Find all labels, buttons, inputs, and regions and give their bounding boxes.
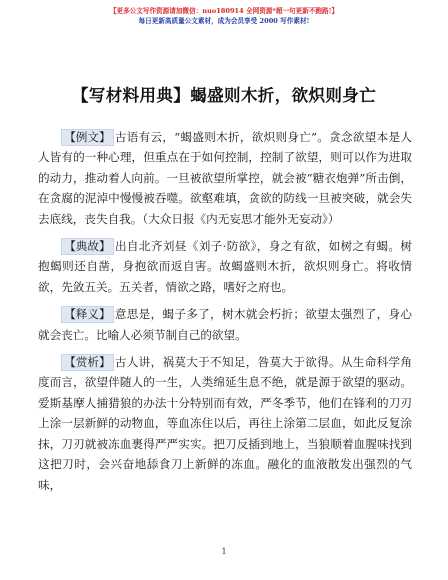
paragraph-example-text: 古语有云，“蝎盛则木折，欲炽则身亡”。贪念欲望本是人人皆有的一种心理，但重点在于如何控制，控制了欲望，则可以作为进取的动力，推动着人向前。一旦被欲望所掌控，就会被“糖衣炮弹”所击倒，在贪腐的泥淖中慢慢被吞噬。欲壑难填，贪欲的防线一旦被突破，就会失去底线，丧失自我。（大众日报《内无妄思才能外无妄动》）	[38, 130, 412, 226]
tag-meaning-label: 【释义】	[61, 306, 113, 323]
paragraph-appreciation-text: 古人讲，祸莫大于不知足，咎莫大于欲得。从生命科学角度而言，欲望伴随人的一生，人类绵延生息不绝，就是源于欲望的驱动。爱斯基摩人捕猎狼的办法十分特别而有效，严冬季节，他们在锋利的刀刃上涂一层新鲜的动物血，等血冻住以后，再往上涂第二层血，如此反复涂抹，刀刃就被冻血裹得严严实实。把刀反插到地上，当狼顺着血腥味找到这把刀时，会兴奋地舔食刀上新鲜的冻血。融化的血液散发出强烈的气味，	[38, 355, 412, 492]
page-number: 1	[221, 547, 227, 556]
tag-allusion-label: 【典故】	[61, 238, 113, 255]
header-banner	[0, 6, 448, 26]
document-body	[38, 127, 412, 502]
paragraph-allusion	[38, 236, 412, 297]
banner-promo-line-2: 每日更新高质量公文素材，成为会员享受 2000 写作素材!	[138, 17, 310, 25]
paragraph-meaning	[38, 304, 412, 345]
tag-appreciation-label: 【赏析】	[61, 354, 113, 371]
paragraph-example	[38, 127, 412, 229]
paragraph-meaning-text: 意思是，蝎子多了，树木就会朽折；欲望太强烈了，身心就会丧亡。比喻人必须节制自己的欲望。	[38, 307, 412, 342]
document-title: 【写材料用典】蝎盛则木折，欲炽则身亡	[71, 86, 377, 105]
banner-promo-line-1: 【更多公文写作资源请加微信：nuo180914 全网资源*超一句更新不跑路!】	[109, 7, 339, 15]
paragraph-allusion-text: 出自北齐刘昼《刘子·防欲》，身之有欲，如树之有蝎。树抱蝎则还自凿，身抱欲而返自害。故蝎盛则木折，欲炽则身亡。将收情欲，先敛五关。五关者，情欲之路，嗜好之府也。	[38, 239, 412, 294]
tag-example-label: 【例文】	[61, 129, 113, 146]
paragraph-appreciation	[38, 352, 412, 495]
